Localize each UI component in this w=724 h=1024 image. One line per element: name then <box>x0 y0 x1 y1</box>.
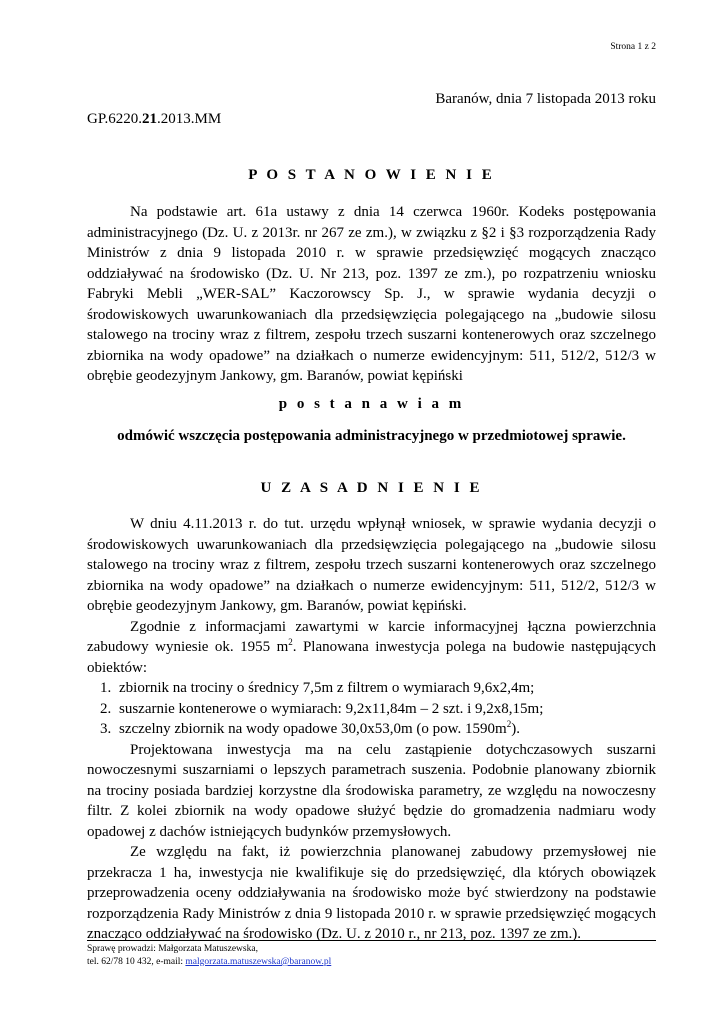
item-3-text-start: szczelny zbiornik na wody opadowe 30,0x53,0m (o pow. 1590m <box>119 721 507 737</box>
reasoning-paragraph-2 <box>87 617 656 679</box>
objects-list <box>87 678 656 740</box>
case-number <box>87 111 221 128</box>
reasoning-paragraph-1: W dniu 4.11.2013 r. do tut. urzędu wpłynął wniosek, w sprawie wydania decyzji o środowiskowych uwarunkowaniach dla przedsięwzięcia polegającego na „budowie silosu stalowego na trociny wraz z filtrem, zespołu trzech suszarni kontenerowych oraz szczelnego zbiornika na wody opadowe” na działkach o numerze ewidencyjnym: 511, 512/2, 512/3 w obrębie geodezyjnym Jankowy, gm. Baranów, powiat kępiński. <box>87 516 656 614</box>
superscript-2: 2 <box>288 637 293 647</box>
page-number: Strona 1 z 2 <box>610 42 656 52</box>
paragraph-2-text-start: Zgodnie z informacjami zawartymi w karcie informacyjnej łączna powierzchnia zabudowy wyniesie ok. 1955 m <box>87 618 656 655</box>
footer <box>87 940 656 969</box>
case-number-suffix: .2013.MM <box>157 111 222 127</box>
list-item: 1. zbiornik na trociny o średnicy 7,5m z filtrem o wymiarach 9,6x2,4m; <box>115 678 656 699</box>
paragraph-2-text-end: . Planowana inwestycja polega na budowie następujących obiektów: <box>87 639 656 676</box>
intro-section <box>87 202 656 387</box>
reasoning-paragraph-4: Ze względu na fakt, iż powierzchnia planowanej zabudowy przemysłowej nie przekracza 1 ha, inwestycja nie kwalifikuje się do przedsięwzięć, dla których obowiązek przeprowadzenia oceny oddziaływania na środowisko może być stwierdzony na podstawie rozporządzenia Rady Ministrów z dnia 9 listopada 2010 r. w sprawie przedsięwzięć mogących znacząco oddziaływać na środowisko (Dz. U. z 2010 r., nr 213, poz. 1397 ze zm.). <box>87 844 656 942</box>
footer-handler: Sprawę prowadzi: Małgorzata Matuszewska, <box>87 944 258 954</box>
document-title: P O S T A N O W I E N I E <box>248 167 495 183</box>
case-number-bold: 21 <box>142 111 158 127</box>
decision-text: odmówić wszczęcia postępowania administracyjnego w przedmiotowej sprawie. <box>117 428 626 444</box>
reasoning-paragraph-3: Projektowana inwestycja ma na celu zastąpienie dotychczasowych suszarni nowoczesnymi suszarniami o lepszych parametrach suszenia. Podobnie planowany zbiornik na trociny posiada bardziej korzystne dla środowiska parametry, ze względu na nowoczesny filtr. Z kolei zbiornik na wody opadowe służyć będzie do gromadzenia nadmiaru wody opadowej z dachów istniejących budynków przemysłowych. <box>87 741 656 840</box>
list-item: 2. suszarnie kontenerowe o wymiarach: 9,2x11,84m – 2 szt. i 9,2x8,15m; <box>115 699 656 720</box>
reasoning-heading: U Z A S A D N I E N I E <box>260 480 483 496</box>
email-link[interactable]: malgorzata.matuszewska@baranow.pl <box>185 957 332 967</box>
reasoning-section <box>87 514 656 945</box>
item-3-text-end: ). <box>511 721 520 737</box>
case-number-prefix: GP.6220. <box>87 111 143 127</box>
footer-contact <box>87 956 656 969</box>
place-date: Baranów, dnia 7 listopada 2013 roku <box>435 91 656 107</box>
list-item <box>115 719 656 740</box>
superscript-2: 2 <box>506 719 512 729</box>
decide-heading: p o s t a n a w i a m <box>278 396 465 412</box>
intro-paragraph: Na podstawie art. 61a ustawy z dnia 14 czerwca 1960r. Kodeks postępowania administracyjnego (Dz. U. z 2013r. nr 267 ze zm.), w związku z §2 i §3 rozporządzenia Rady Ministrów z dnia 9 listopada 2010 r. w sprawie przedsięwzięć mogących znacząco oddziaływać na środowisko (Dz. U. Nr 213, poz. 1397 ze zm.), po rozpatrzeniu wniosku Fabryki Mebli „WER-SAL” Kaczorowscy Sp. J., w sprawie wydania decyzji o środowiskowych uwarunkowaniach dla przedsięwzięcia polegającego na „budowie silosu stalowego na trociny wraz z filtrem, zespołu trzech suszarni kontenerowych oraz szczelnego zbiornika na wody opadowe” na działkach o numerze ewidencyjnym: 511, 512/2, 512/3 w obrębie geodezyjnym Jankowy, gm. Baranów, powiat kępiński <box>87 204 656 384</box>
footer-phone: tel. 62/78 10 432, e-mail: <box>87 957 186 967</box>
